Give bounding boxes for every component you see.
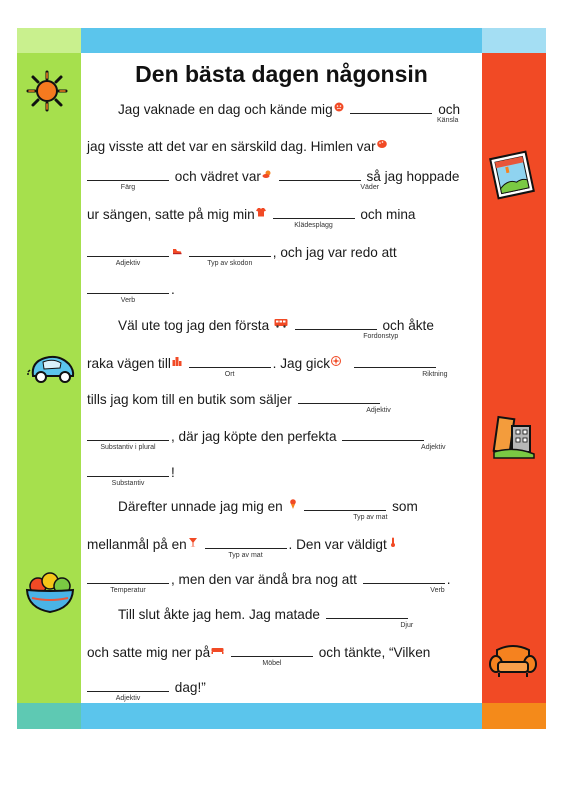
blank-mobel[interactable] — [231, 641, 313, 667]
hint-label: Substantiv — [111, 480, 145, 487]
hint-label: Riktning — [422, 371, 448, 378]
hint-label: Typ av skodon — [207, 260, 253, 267]
story-text: dag!” — [174, 680, 206, 695]
story-text: och mina — [360, 207, 416, 222]
blank-typ-av-skodon[interactable] — [189, 241, 271, 267]
story-text: mellanmål på en — [87, 537, 187, 552]
story-text: , men den var ändå bra nog att — [171, 572, 357, 587]
blank-verb-2[interactable] — [363, 568, 445, 594]
story-line-7 — [118, 314, 434, 340]
story-line-12 — [118, 495, 418, 521]
top-left-corner — [17, 28, 81, 53]
story-text: Väl ute tog jag den första — [118, 318, 270, 333]
thermometer-icon — [388, 537, 398, 547]
story-line-1 — [118, 98, 461, 124]
hint-label: Känsla — [437, 117, 459, 124]
blank-vader[interactable] — [279, 165, 380, 191]
hint-label: Adjektiv — [421, 444, 446, 451]
blank-substantiv[interactable] — [87, 461, 169, 487]
story-text: och — [438, 102, 461, 117]
hint-label: Adjektiv — [115, 695, 141, 702]
buildings-icon — [490, 410, 538, 460]
blank-riktning[interactable] — [354, 352, 448, 378]
story-text: . Jag gick — [272, 356, 331, 371]
story-line-16 — [87, 641, 431, 667]
palette-icon — [377, 139, 387, 149]
hint-label: Ort — [224, 371, 235, 378]
page-title: Den bästa dagen någonsin — [135, 61, 428, 87]
story-text: och satte mig ner på — [87, 645, 211, 660]
bottom-right-corner — [482, 703, 546, 729]
icecream-icon — [288, 499, 298, 509]
blank-verb[interactable] — [87, 278, 169, 304]
top-right-corner — [482, 28, 546, 53]
bottom-border-strip — [81, 703, 482, 729]
hint-label: Adjektiv — [115, 260, 141, 267]
story-line-8 — [87, 352, 448, 378]
blank-typ-av-mat-2[interactable] — [205, 533, 287, 559]
story-text: . Den var väldigt — [288, 537, 387, 552]
story-text: så jag hoppade — [366, 169, 460, 184]
hint-label: Djur — [400, 622, 414, 629]
story-line-13 — [87, 533, 399, 559]
story-text: raka vägen till — [87, 356, 171, 371]
blank-ort[interactable] — [189, 352, 271, 378]
blank-djur[interactable] — [326, 603, 414, 629]
bottom-left-corner — [17, 703, 81, 729]
drink-icon — [188, 537, 198, 547]
emotion-face-icon — [334, 102, 344, 112]
story-text: ! — [171, 465, 175, 480]
hint-label: Temperatur — [110, 587, 146, 594]
story-text: , och jag var redo att — [272, 245, 397, 260]
story-text: Därefter unnade jag mig en — [118, 499, 283, 514]
top-border-strip — [81, 28, 482, 53]
blank-farg[interactable] — [87, 165, 169, 191]
bed-icon — [211, 645, 224, 655]
story-text: och åkte — [382, 318, 434, 333]
blank-adjektiv-2[interactable] — [298, 388, 391, 414]
window-icon — [487, 150, 537, 200]
story-line-3 — [87, 165, 460, 191]
hint-label: Klädesplagg — [294, 222, 333, 229]
story-line-4 — [87, 203, 416, 229]
blank-fordonstyp[interactable] — [295, 314, 399, 340]
story-line-11 — [87, 461, 175, 487]
story-text: ur sängen, satte på mig min — [87, 207, 255, 222]
bus-icon — [274, 318, 288, 328]
hint-label: Substantiv i plural — [100, 444, 156, 451]
tshirt-icon — [256, 207, 266, 217]
story-text: Jag vaknade en dag och kände mig — [118, 102, 333, 117]
shoe-icon — [172, 245, 182, 255]
story-line-6 — [87, 278, 175, 304]
hint-label: Fordonstyp — [363, 333, 399, 340]
blank-adjektiv-3[interactable] — [342, 425, 446, 451]
story-text: . — [171, 282, 175, 297]
story-line-5 — [87, 241, 397, 267]
hint-label: Verb — [120, 297, 136, 304]
fruit-bowl-icon — [24, 570, 76, 616]
blank-adjektiv[interactable] — [87, 241, 169, 267]
city-icon — [172, 356, 182, 366]
blank-temperatur[interactable] — [87, 568, 169, 594]
blank-adjektiv-4[interactable] — [87, 676, 169, 702]
blank-kladesplagg[interactable] — [273, 203, 355, 229]
blank-typ-av-mat[interactable] — [304, 495, 388, 521]
blank-substantiv-plural[interactable] — [87, 425, 169, 451]
weather-icon — [262, 169, 272, 179]
hint-label: Färg — [120, 184, 136, 191]
hint-label: Adjektiv — [366, 407, 391, 414]
story-text: , där jag köpte den perfekta — [171, 429, 337, 444]
hint-label: Typ av mat — [353, 514, 388, 521]
story-line-9 — [87, 388, 391, 414]
story-text: och vädret var — [174, 169, 261, 184]
hint-label: Väder — [360, 184, 380, 191]
story-text: tills jag kom till en butik som säljer — [87, 392, 292, 407]
compass-icon — [331, 356, 341, 366]
story-line-2 — [87, 136, 388, 158]
story-text: jag visste att det var en särskild dag. Himlen var — [87, 139, 376, 154]
hint-label: Möbel — [262, 660, 282, 667]
story-text: som — [392, 499, 418, 514]
story-line-17 — [87, 676, 206, 702]
story-text: och tänkte, “Vilken — [318, 645, 431, 660]
sun-icon — [26, 70, 68, 112]
sofa-icon — [489, 640, 537, 680]
story-text: Till slut åkte jag hem. Jag matade — [118, 607, 320, 622]
car-icon — [27, 348, 77, 388]
story-line-10 — [87, 425, 446, 451]
story-line-14 — [87, 568, 451, 594]
story-text: . — [446, 572, 451, 587]
hint-label: Typ av mat — [228, 552, 263, 559]
hint-label: Verb — [430, 587, 445, 594]
story-line-15 — [118, 603, 414, 629]
